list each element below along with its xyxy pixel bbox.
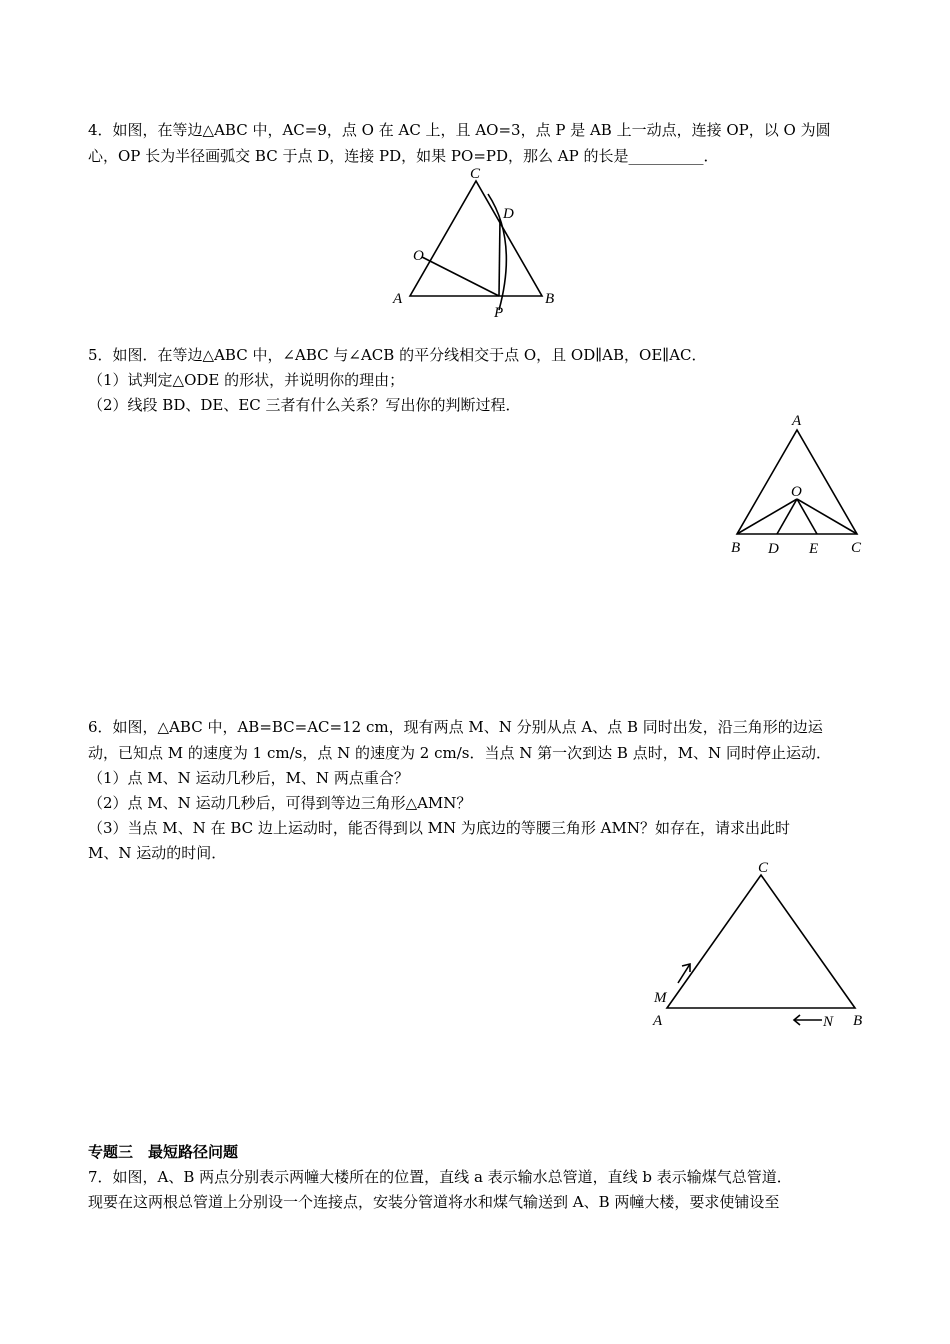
q6-label-n: N <box>823 1014 834 1030</box>
q4-label-a: A <box>393 291 403 307</box>
q6-text-line-6: M、N 运动的时间． <box>88 844 227 862</box>
q5-label-c: C <box>851 540 862 556</box>
q6-text-line-1: 6．如图，△ABC 中，AB=BC=AC=12 cm，现有两点 M、N 分别从点 A、点 B 同时出发，沿三角形的边运 <box>88 718 823 736</box>
q4-label-p: P <box>494 305 504 321</box>
q4-label-d: D <box>503 206 514 222</box>
q5-label-d: D <box>768 541 779 557</box>
q5-label-e: E <box>809 541 819 557</box>
q6-text-line-2: 动，已知点 M 的速度为 1 cm/s，点 N 的速度为 2 cm/s．当点 N 第一次到达 B 点时，M、N 同时停止运动． <box>88 744 831 762</box>
q5-label-a: A <box>792 413 802 429</box>
q7-text-line-2: 现要在这两根总管道上分别设一个连接点，安装分管道将水和煤气输送到 A、B 两幢大楼，要求使铺设至 <box>88 1193 780 1211</box>
q6-text-line-5: （3）当点 M、N 在 BC 边上运动时，能否得到以 MN 为底边的等腰三角形 AMN？如存在，请求出此时 <box>88 819 790 837</box>
q7-text-line-1: 7．如图，A、B 两点分别表示两幢大楼所在的位置，直线 a 表示输水总管道，直线 b 表示输煤气总管道． <box>88 1168 792 1186</box>
q6-arrow-m-shaft <box>678 964 690 983</box>
q4-label-c: C <box>470 166 481 182</box>
q4-text-line-1: 4．如图，在等边△ABC 中，AC=9，点 O 在 AC 上，且 AO=3，点 P 是 AB 上一动点，连接 OP，以 O 为圆 <box>88 121 831 139</box>
q4-label-o: O <box>413 248 424 264</box>
section-3-title: 专题三 最短路径问题 <box>88 1143 239 1161</box>
q5-label-b: B <box>731 540 741 556</box>
q4-label-b: B <box>545 291 555 307</box>
q6-label-a: A <box>653 1013 663 1029</box>
q4-text-line-2: 心，OP 长为半径画弧交 BC 于点 D，连接 PD，如果 PO=PD，那么 AP 的长是__________． <box>88 147 719 165</box>
q6-label-b: B <box>853 1013 863 1029</box>
q6-label-m: M <box>654 990 667 1006</box>
q5-text-line-2: （1）试判定△ODE 的形状，并说明你的理由； <box>88 371 405 389</box>
q6-text-line-3: （1）点 M、N 运动几秒后，M、N 两点重合？ <box>88 769 409 787</box>
q5-text-line-3: （2）线段 BD、DE、EC 三者有什么关系？写出你的判断过程． <box>88 396 521 414</box>
q6-triangle <box>667 875 855 1008</box>
q6-label-c: C <box>758 860 769 876</box>
q5-label-o: O <box>791 484 802 500</box>
q6-text-line-4: （2）点 M、N 运动几秒后，可得到等边三角形△AMN？ <box>88 794 472 812</box>
q5-text-line-1: 5．如图．在等边△ABC 中，∠ABC 与∠ACB 的平分线相交于点 O，且 OD∥AB，OE∥AC． <box>88 346 707 364</box>
